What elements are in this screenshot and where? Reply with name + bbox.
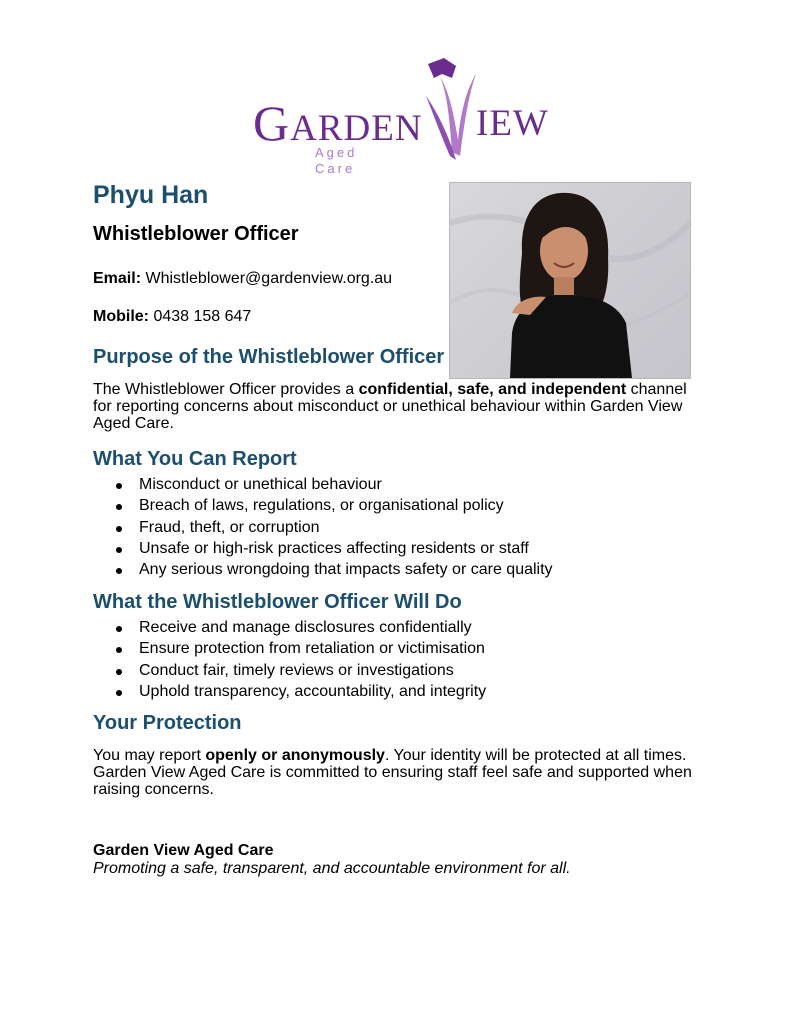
protection-text-before: You may report bbox=[93, 747, 206, 764]
list-item: Uphold transparency, accountability, and integrity bbox=[93, 682, 486, 703]
purpose-paragraph bbox=[93, 381, 703, 432]
logo-wordmark-iew: IEW bbox=[476, 103, 549, 144]
purpose-text-bold: confidential, safe, and independent bbox=[358, 381, 627, 398]
purpose-heading: Purpose of the Whistleblower Officer bbox=[93, 346, 445, 368]
logo-subtitle-aged: Aged bbox=[315, 145, 358, 160]
garden-view-logo bbox=[250, 56, 550, 176]
email-line bbox=[93, 270, 392, 288]
email-address[interactable]: Whistleblower@gardenview.org.au bbox=[145, 270, 393, 287]
list-item: Any serious wrongdoing that impacts safety or care quality bbox=[93, 560, 553, 581]
protection-heading: Your Protection bbox=[93, 712, 242, 734]
footer-organisation: Garden View Aged Care bbox=[93, 842, 274, 859]
list-item: Ensure protection from retaliation or victimisation bbox=[93, 639, 486, 660]
purpose-text-before: The Whistleblower Officer provides a bbox=[93, 381, 359, 398]
portrait-photo bbox=[449, 182, 691, 379]
list-item: Conduct fair, timely reviews or investigations bbox=[93, 661, 486, 682]
protection-paragraph bbox=[93, 747, 703, 798]
list-item: Misconduct or unethical behaviour bbox=[93, 475, 553, 496]
duties-list bbox=[93, 618, 486, 703]
protection-text-bold: openly or anonymously bbox=[205, 747, 385, 764]
report-list bbox=[93, 475, 553, 581]
logo-v-flower-icon bbox=[420, 56, 480, 164]
purpose-text-after: channel for reporting concerns about misconduct or unethical behaviour within Garden View Aged Care. bbox=[93, 381, 687, 432]
mobile-line bbox=[93, 308, 251, 326]
report-heading: What You Can Report bbox=[93, 448, 297, 470]
list-item: Unsafe or high-risk practices affecting residents or staff bbox=[93, 539, 553, 560]
list-item: Breach of laws, regulations, or organisational policy bbox=[93, 496, 553, 517]
logo-wordmark-garden: GARDEN bbox=[253, 95, 423, 151]
list-item: Receive and manage disclosures confidentially bbox=[93, 618, 486, 639]
protection-text-after: . Your identity will be protected at all times. Garden View Aged Care is committed to ensuring staff feel safe and supported when raising concerns. bbox=[93, 747, 692, 798]
email-label: Email: bbox=[93, 270, 142, 287]
officer-name: Phyu Han bbox=[93, 181, 209, 209]
mobile-number[interactable]: 0438 158 647 bbox=[153, 308, 252, 325]
duties-heading: What the Whistleblower Officer Will Do bbox=[93, 591, 462, 613]
footer-tagline: Promoting a safe, transparent, and accountable environment for all. bbox=[93, 860, 571, 877]
list-item: Fraud, theft, or corruption bbox=[93, 518, 553, 539]
officer-role: Whistleblower Officer bbox=[93, 223, 299, 245]
logo-subtitle-care: Care bbox=[315, 161, 356, 176]
mobile-label: Mobile: bbox=[93, 308, 149, 325]
